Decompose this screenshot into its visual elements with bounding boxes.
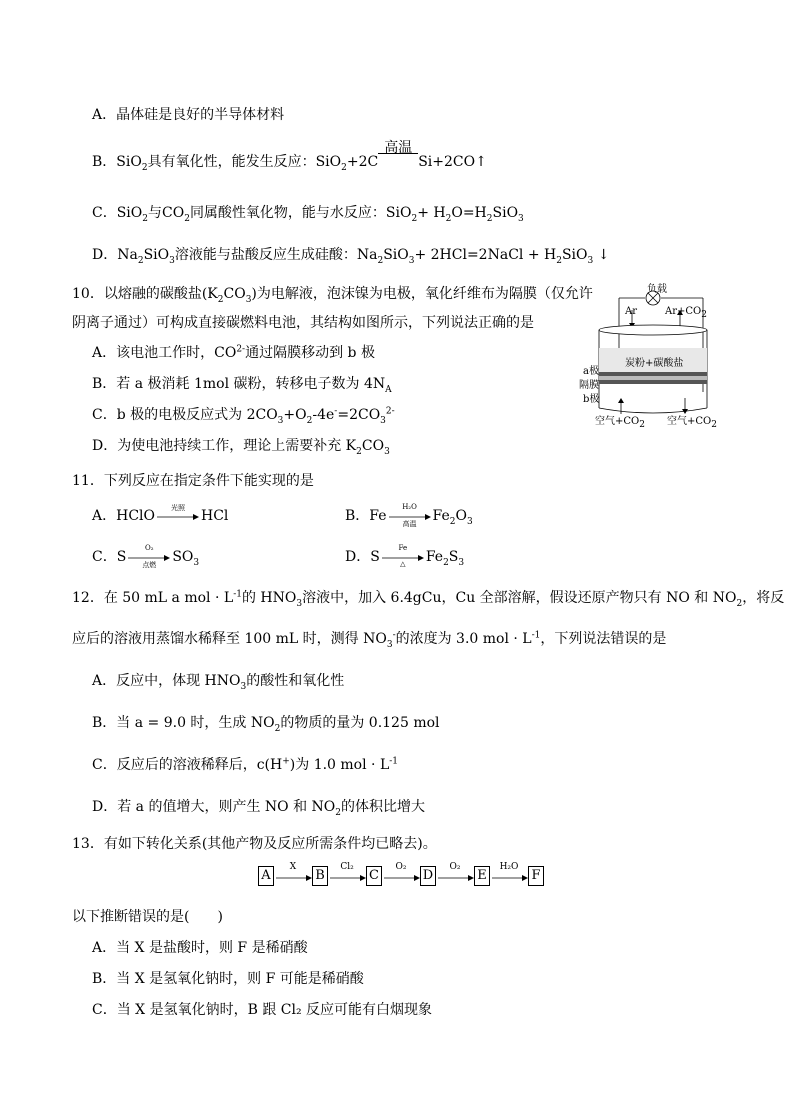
ar-inlet-label: Ar [625, 306, 638, 317]
q13-conversion-chain [258, 862, 544, 886]
q13-stem: 13．有如下转化关系(其他产物及反应所需条件均已略去)。 [72, 836, 437, 852]
carbon-carbonate-label: 炭粉+碳酸盐 [625, 358, 684, 369]
q10-option-a: A．该电池工作时，$CO^{2-}$通过隔膜移动到 b 极 [92, 344, 375, 361]
chain-arrow-2: Cl₂ [328, 866, 366, 886]
air-outlet-label: 空气$+CO_2$ [667, 416, 717, 430]
q13-option-a: A．当 X 是盐酸时，则 F 是稀硝酸 [92, 940, 308, 956]
ar-outlet-label: $Ar+CO_2$ [665, 306, 707, 320]
q13-ask: 以下推断错误的是( ) [72, 909, 223, 925]
q12-option-b: B．当 a = 9.0 时，生成 $NO_2$的物质的量为 0.125 mol [92, 715, 440, 734]
q9-option-d: D．$Na_2SiO_3$溶液能与盐酸反应生成硅酸：$Na_2SiO_3+$ 2HCl=2NaCl + $H_2SiO_3$ ↓ [92, 247, 610, 266]
q12-option-a: A．反应中，体现 $HNO_3$的酸性和氧化性 [92, 673, 345, 692]
chain-node-a: A [258, 866, 274, 886]
fuel-cell-diagram [579, 282, 725, 432]
q11-option-b: B．Fe H₂O 高温 $Fe_2O_3$ [345, 503, 473, 528]
load-label: 负载 [647, 284, 667, 295]
q12-option-c: C．反应后的溶液稀释后，c(H+)为 1.0 mol · $L^{-1}$ [92, 756, 399, 773]
chain-arrow-5: H₂O [490, 866, 528, 886]
q10-option-b: B．若 a 极消耗 1mol 碳粉，转移电子数为 $4N_A$ [92, 376, 392, 395]
q13-option-c: C．当 X 是氢氧化钠时，B 跟 Cl₂ 反应可能有白烟现象 [92, 1002, 433, 1018]
chain-node-f: F [528, 866, 544, 886]
chain-node-c: C [366, 866, 382, 886]
q9-option-a: A．晶体硅是良好的半导体材料 [92, 107, 285, 123]
chain-node-d: D [420, 866, 436, 886]
q12-option-d: D．若 a 的值增大，则产生 NO 和 $NO_2$的体积比增大 [92, 799, 426, 818]
chain-arrow-3: O₂ [382, 866, 420, 886]
air-inlet-label: 空气$+CO_2$ [595, 416, 645, 430]
chain-node-b: B [312, 866, 328, 886]
q10-option-c: C．b 极的电极反应式为 $2CO_3+O_2-4e^-=2CO_3^{2-}$ [92, 406, 395, 426]
chain-node-e: E [474, 866, 490, 886]
chain-arrow-4: O₂ [436, 866, 474, 886]
q10-option-d: D．为使电池持续工作，理论上需要补充 $K_2CO_3$ [92, 438, 390, 457]
q13-option-b: B．当 X 是氢氧化钠时，则 F 可能是稀硝酸 [92, 971, 364, 987]
membrane-label: 隔膜 [579, 380, 599, 391]
b-pole-label: b极 [583, 394, 600, 405]
a-pole-label: a极 [583, 366, 599, 377]
chain-arrow-1: X [274, 866, 312, 886]
q9-option-b: B．SiO$_2$具有氧化性，能发生反应：SiO$_2$+2C 高温 Si+2CO↑ [92, 140, 487, 173]
q11-option-c: C．S O₂ 点燃 $SO_3$ [92, 544, 200, 569]
q12-stem-line1: 12．在 50 mL a mol · $L^{-1}$的 $HNO_3$溶液中，加入 6.4gCu，Cu 全部溶解，假设还原产物只有 NO 和 $NO_2$，将反 [72, 589, 785, 609]
q11-stem: 11．下列反应在指定条件下能实现的是 [72, 473, 314, 489]
q11-option-a: A．HClO 光照 HCl [92, 504, 229, 524]
q10-stem-line2: 阴离子通过）可构成直接碳燃料电池，其结构如图所示，下列说法正确的是 [72, 315, 534, 331]
q12-stem-line2: 应后的溶液用蒸馏水稀释至 100 mL 时，测得 $NO_3^-$的浓度为 3.0 mol · $L^{-1}$，下列说法错误的是 [72, 630, 667, 650]
q10-stem-line1: 10．以熔融的碳酸盐$(K_2CO_3)$为电解液，泡沫镍为电极，氧化纤维布为隔膜（仅允许 [72, 286, 593, 305]
q9-option-c: C．SiO$_2$与$CO_2$同属酸性氧化物，能与水反应：$SiO_2+ H_2O=H_2SiO_3$ [92, 205, 524, 224]
q11-option-d: D．S Fe △ $Fe_2S_3$ [345, 544, 465, 568]
